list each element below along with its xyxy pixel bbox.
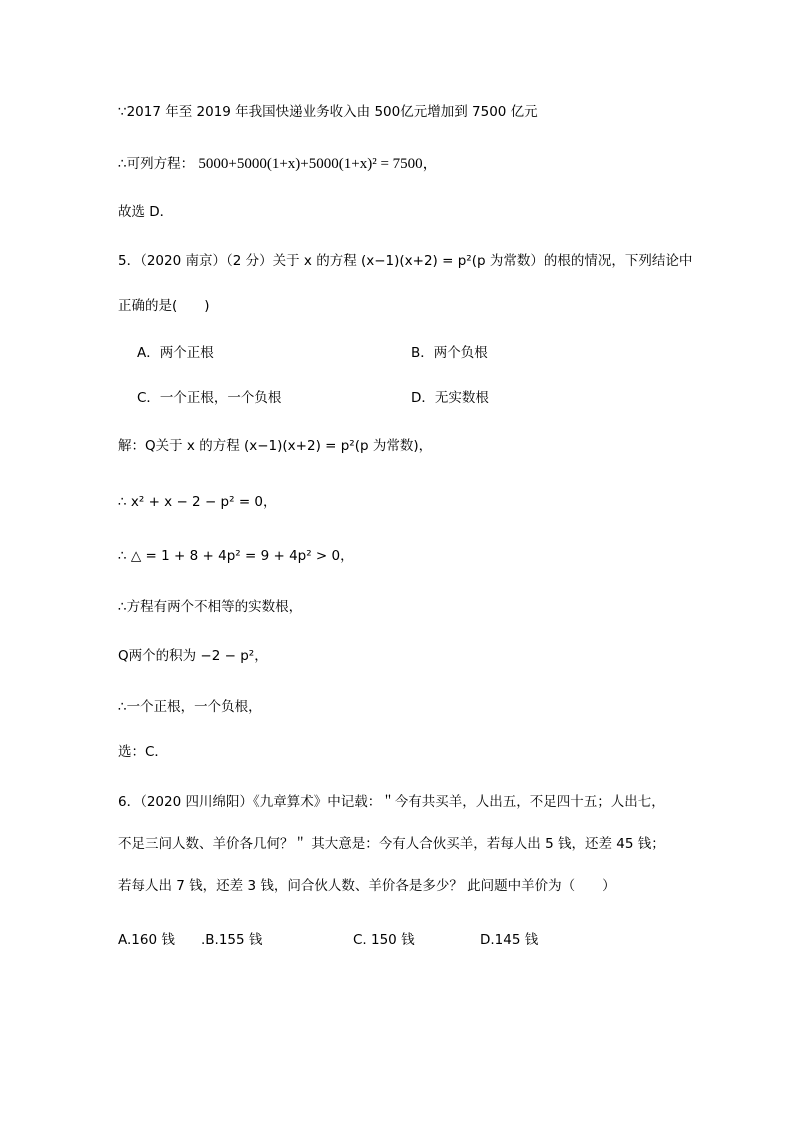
q6-option-c: C. 150 钱	[353, 932, 415, 948]
equation-line	[118, 154, 438, 174]
q5-option-d: D．无实数根	[411, 390, 489, 406]
question-6-line-2: 不足三问人数、羊价各几何？＂ 其大意是：今有人合伙买羊，若每人出 5 钱，还差 45 钱；	[118, 836, 665, 852]
equation-prefix: ∴可列方程：	[118, 156, 195, 172]
question-6-line-3: 若每人出 7 钱，还差 3 钱，问合伙人数、羊价各是多少？ 此问题中羊价为（ ）	[118, 878, 616, 894]
equation-formula: 5000+5000(1+x)+5000(1+x)² = 7500，	[198, 156, 438, 172]
solution-line-5: Q两个的积为 −2 − p²，	[118, 648, 268, 664]
question-5-line-1: 5．（2020 南京）（2 分）关于 x 的方程 (x−1)(x+2) = p²(p 为常数）的根的情况，下列结论中	[118, 253, 693, 269]
solution-line-1: 解：Q关于 x 的方程 (x−1)(x+2) = p²(p 为常数)，	[118, 438, 433, 454]
q5-option-c: C．一个正根，一个负根	[137, 390, 282, 406]
q5-option-b: B．两个负根	[411, 345, 488, 361]
q5-option-a: A．两个正根	[137, 345, 214, 361]
solution-line-2: ∴ x² + x − 2 − p² = 0，	[118, 494, 277, 510]
question-6-line-1: 6．（2020 四川绵阳）《九章算术》中记载：＂今有共买羊，人出五，不足四十五；人出七，	[118, 794, 665, 810]
solution-line-4: ∴方程有两个不相等的实数根，	[118, 599, 303, 615]
text-line-income: ∵2017 年至 2019 年我国快递业务收入由 500亿元增加到 7500 亿元	[118, 104, 538, 120]
solution-line-6: ∴一个正根，一个负根，	[118, 699, 262, 715]
solution-line-7: 选：C．	[118, 744, 168, 760]
solution-line-3: ∴ △ = 1 + 8 + 4p² = 9 + 4p² > 0，	[118, 548, 354, 564]
q6-option-a: A.160 钱	[118, 932, 175, 948]
q6-option-d: D.145 钱	[480, 932, 539, 948]
q6-option-b: .B.155 钱	[201, 932, 263, 948]
question-5-line-2: 正确的是( )	[118, 298, 210, 314]
answer-d: 故选 D．	[118, 204, 174, 220]
